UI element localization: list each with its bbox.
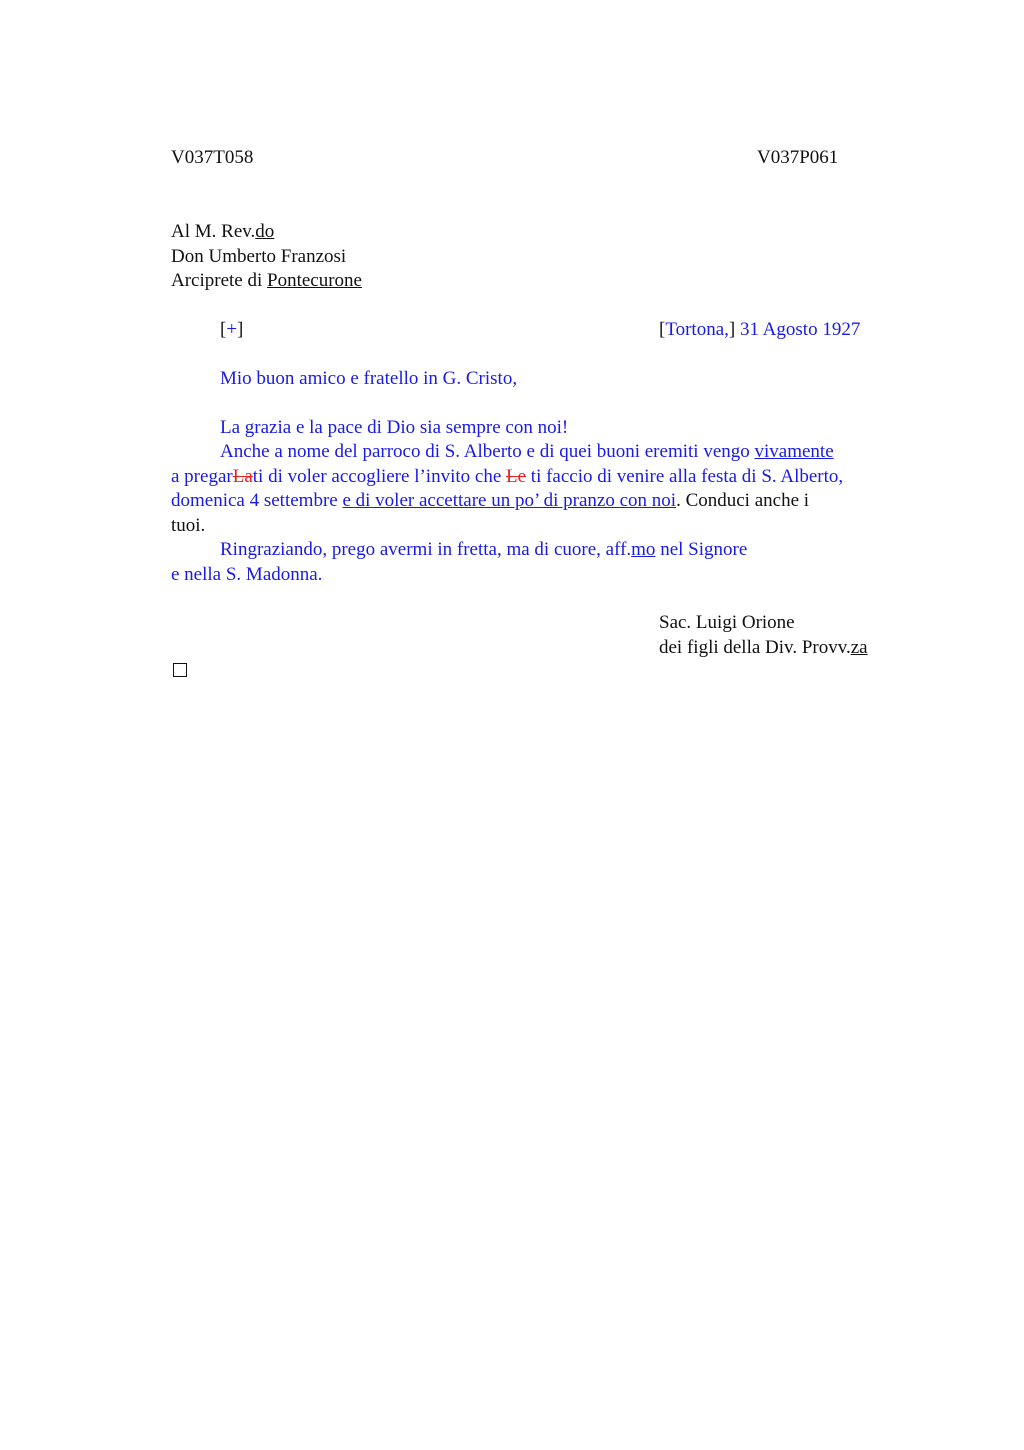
dateline-place: Tortona,: [665, 319, 729, 340]
deleted-text: Le: [506, 465, 527, 487]
address-role: Arciprete di: [171, 270, 268, 291]
address-title-abbrev: do: [255, 221, 275, 242]
address-title: Al M. Rev.: [171, 221, 256, 242]
address-block: [171, 220, 362, 294]
signature-line-2: dei figli della Div. Provv.za: [659, 636, 868, 658]
body-paragraph-2: [171, 538, 747, 587]
address-place: Pontecurone: [267, 270, 362, 291]
body-line-6: e nella S. Madonna.: [171, 563, 323, 585]
signature-line-1: Sac. Luigi Orione: [659, 612, 795, 633]
signature-abbrev: za: [850, 636, 868, 658]
end-marker-box: [173, 663, 187, 677]
doc-code-left: V037T058: [171, 147, 254, 168]
signature: [659, 611, 868, 660]
underlined-word: vivamente: [754, 441, 834, 462]
deleted-text: La: [232, 465, 253, 487]
doc-code-right: V037P061: [757, 147, 839, 168]
address-line-1: [171, 220, 362, 245]
body-line-1: Anche a nome del parroco di S. Alberto e di quei buoni eremiti vengo vivamente: [220, 441, 834, 462]
body-line-4: tuoi.: [171, 514, 206, 536]
dateline: [Tortona,] 31 Agosto 1927: [659, 319, 861, 340]
cross-mark: [+]: [220, 319, 244, 340]
abbrev-superscript: mo: [631, 539, 656, 560]
body-line-2: a pregarLati di voler accogliere l’invito che Le ti faccio di venire alla festa di S. Alberto,: [171, 465, 844, 487]
body-line-5: Ringraziando, prego avermi in fretta, ma di cuore, aff.mo nel Signore: [220, 539, 748, 560]
underlined-phrase: e di voler accettare un po’ di pranzo con noi: [342, 490, 677, 511]
body-line-3: domenica 4 settembre e di voler accettare un po’ di pranzo con noi. Conduci anche i: [171, 490, 810, 511]
salutation: Mio buon amico e fratello in G. Cristo,: [220, 368, 518, 389]
greeting: La grazia e la pace di Dio sia sempre con noi!: [220, 417, 569, 438]
address-line-3: [171, 269, 362, 294]
body-paragraph-1: [171, 440, 843, 538]
address-line-2: Don Umberto Franzosi: [171, 245, 347, 267]
dateline-date: 31 Agosto 1927: [735, 319, 861, 340]
